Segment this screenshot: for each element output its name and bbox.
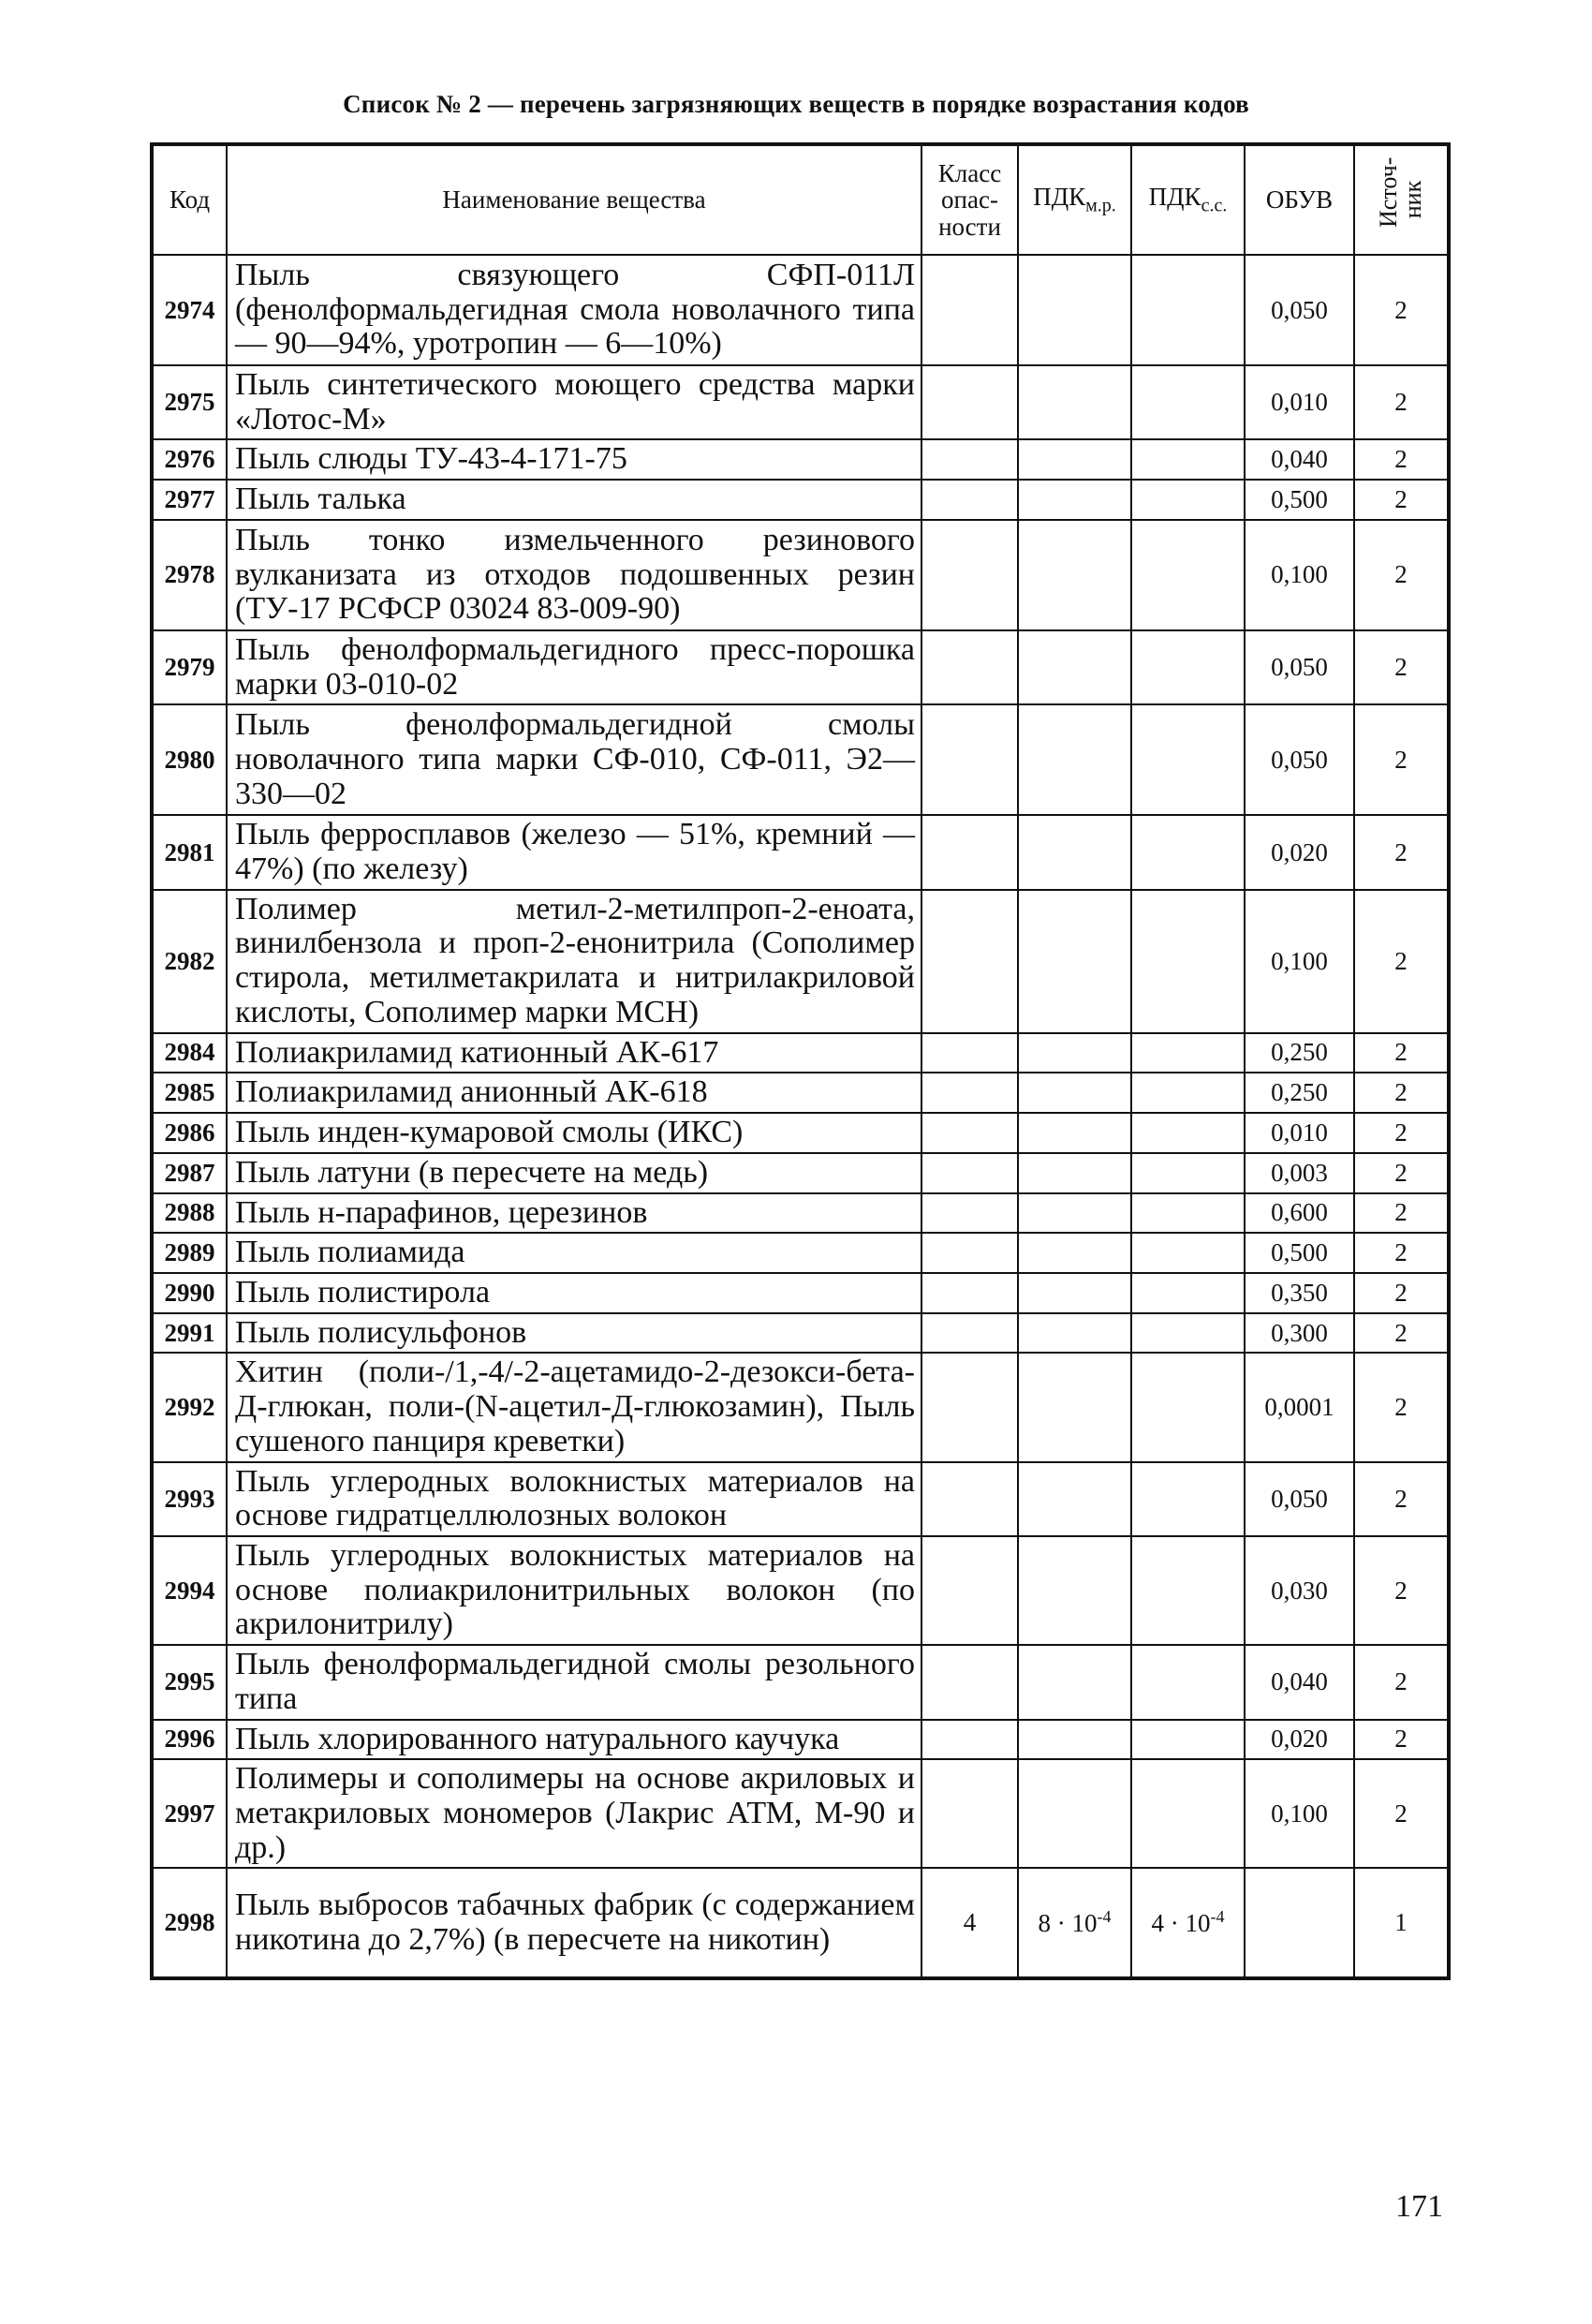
row-class [921, 1033, 1018, 1073]
row-pdk-ss-value: 4 · 10 [1151, 1909, 1211, 1938]
row-code: 2992 [152, 1353, 227, 1461]
header-pdk-ss-sub: с.с. [1201, 195, 1228, 216]
row-class [921, 1759, 1018, 1868]
row-obuv: 0,600 [1245, 1193, 1354, 1234]
row-pdk-mr [1018, 1462, 1131, 1536]
row-class [921, 1645, 1018, 1719]
row-code: 2977 [152, 480, 227, 520]
row-pdk-ss [1131, 1033, 1245, 1073]
row-class [921, 480, 1018, 520]
row-class [921, 1536, 1018, 1645]
row-pdk-ss [1131, 1193, 1245, 1234]
row-code: 2989 [152, 1233, 227, 1273]
row-name: Полиакриламид анионный АК-618 [227, 1073, 921, 1113]
row-obuv: 0,500 [1245, 480, 1354, 520]
row-code: 2984 [152, 1033, 227, 1073]
row-source: 2 [1354, 1153, 1449, 1193]
row-name: Пыль выбросов табачных фабрик (с содержанием никотина до 2,7%) (в пересчете на никотин) [227, 1868, 921, 1978]
row-obuv: 0,050 [1245, 255, 1354, 365]
row-obuv: 0,020 [1245, 1720, 1354, 1760]
row-source: 2 [1354, 1720, 1449, 1760]
table-row [152, 1536, 1449, 1645]
row-class [921, 1720, 1018, 1760]
row-pdk-mr [1018, 1033, 1131, 1073]
row-pdk-mr [1018, 1868, 1131, 1978]
header-pdk-mr [1018, 144, 1131, 255]
table-row [152, 1759, 1449, 1868]
row-code: 2985 [152, 1073, 227, 1113]
row-pdk-mr [1018, 1193, 1131, 1234]
table-header-row [152, 144, 1449, 255]
row-name: Пыль талька [227, 480, 921, 520]
row-pdk-mr [1018, 520, 1131, 630]
row-pdk-ss [1131, 1113, 1245, 1153]
row-code: 2980 [152, 704, 227, 815]
row-source: 2 [1354, 1033, 1449, 1073]
row-class [921, 255, 1018, 365]
row-pdk-ss [1131, 520, 1245, 630]
row-pdk-ss [1131, 704, 1245, 815]
row-obuv: 0,040 [1245, 1645, 1354, 1719]
row-obuv: 0,050 [1245, 1462, 1354, 1536]
row-code: 2996 [152, 1720, 227, 1760]
table-row [152, 520, 1449, 630]
table-row [152, 480, 1449, 520]
row-obuv: 0,040 [1245, 439, 1354, 480]
row-pdk-ss-exponent: -4 [1210, 1907, 1225, 1927]
row-pdk-ss [1131, 1273, 1245, 1313]
row-source: 2 [1354, 890, 1449, 1033]
row-name: Пыль полиамида [227, 1233, 921, 1273]
row-code: 2976 [152, 439, 227, 480]
header-class [921, 144, 1018, 255]
row-code: 2995 [152, 1645, 227, 1719]
row-obuv: 0,100 [1245, 890, 1354, 1033]
row-name: Пыль хлорированного натурального каучука [227, 1720, 921, 1760]
row-obuv: 0,050 [1245, 704, 1354, 815]
row-code: 2997 [152, 1759, 227, 1868]
row-obuv: 0,0001 [1245, 1353, 1354, 1461]
row-obuv: 0,350 [1245, 1273, 1354, 1313]
row-name: Пыль слюды ТУ-43-4-171-75 [227, 439, 921, 480]
header-pdk-mr-sub: м.р. [1085, 195, 1116, 216]
table-row [152, 890, 1449, 1033]
row-pdk-ss [1131, 255, 1245, 365]
row-name: Пыль синтетического моющего средства марки «Лотос-М» [227, 365, 921, 439]
row-name: Пыль н-парафинов, церезинов [227, 1193, 921, 1234]
row-pdk-mr [1018, 1759, 1131, 1868]
table-row [152, 1273, 1449, 1313]
row-source: 2 [1354, 1536, 1449, 1645]
row-source: 2 [1354, 815, 1449, 889]
row-pdk-ss [1131, 1645, 1245, 1719]
row-pdk-mr [1018, 1536, 1131, 1645]
row-class [921, 1113, 1018, 1153]
table-row [152, 1645, 1449, 1719]
table-row [152, 630, 1449, 704]
row-code: 2998 [152, 1868, 227, 1978]
row-pdk-mr [1018, 365, 1131, 439]
table-row [152, 704, 1449, 815]
table-row [152, 1033, 1449, 1073]
table-row [152, 1720, 1449, 1760]
row-name: Пыль ферросплавов (железо — 51%, кремний — 47%) (по железу) [227, 815, 921, 889]
row-code: 2988 [152, 1193, 227, 1234]
row-class [921, 1462, 1018, 1536]
row-source: 2 [1354, 1462, 1449, 1536]
table-row [152, 255, 1449, 365]
row-pdk-ss [1131, 439, 1245, 480]
row-pdk-mr [1018, 890, 1131, 1033]
row-class [921, 520, 1018, 630]
row-name: Пыль инден-кумаровой смолы (ИКС) [227, 1113, 921, 1153]
row-code: 2982 [152, 890, 227, 1033]
row-source: 2 [1354, 630, 1449, 704]
row-obuv: 0,500 [1245, 1233, 1354, 1273]
row-pdk-mr [1018, 704, 1131, 815]
row-code: 2986 [152, 1113, 227, 1153]
row-pdk-ss [1131, 1536, 1245, 1645]
row-name: Пыль латуни (в пересчете на медь) [227, 1153, 921, 1193]
row-obuv [1245, 1868, 1354, 1978]
row-class: 4 [921, 1868, 1018, 1978]
row-pdk-mr-exponent: -4 [1097, 1907, 1112, 1927]
table-row [152, 815, 1449, 889]
row-class [921, 1073, 1018, 1113]
row-pdk-ss [1131, 1153, 1245, 1193]
row-pdk-ss [1131, 1759, 1245, 1868]
row-source: 2 [1354, 1113, 1449, 1153]
row-class [921, 1233, 1018, 1273]
row-code: 2979 [152, 630, 227, 704]
row-pdk-mr [1018, 630, 1131, 704]
row-source: 2 [1354, 255, 1449, 365]
table-row [152, 1233, 1449, 1273]
row-name: Пыль полисульфонов [227, 1313, 921, 1354]
row-class [921, 704, 1018, 815]
header-pdk-ss [1131, 144, 1245, 255]
row-name: Полимеры и сополимеры на основе акриловых и метакриловых мономеров (Лакрис АТМ, М-90 и др.) [227, 1759, 921, 1868]
header-name: Наименование вещества [227, 144, 921, 255]
row-pdk-ss [1131, 1353, 1245, 1461]
table-row [152, 365, 1449, 439]
row-pdk-mr [1018, 480, 1131, 520]
row-class [921, 630, 1018, 704]
row-code: 2991 [152, 1313, 227, 1354]
row-name: Пыль фенолформальдегидной смолы резольного типа [227, 1645, 921, 1719]
row-obuv: 0,250 [1245, 1033, 1354, 1073]
row-pdk-ss [1131, 1313, 1245, 1354]
row-source: 2 [1354, 480, 1449, 520]
row-class [921, 1153, 1018, 1193]
row-obuv: 0,030 [1245, 1536, 1354, 1645]
row-code: 2994 [152, 1536, 227, 1645]
row-obuv: 0,010 [1245, 1113, 1354, 1153]
row-pdk-mr [1018, 1153, 1131, 1193]
row-name: Пыль тонко измельченного резинового вулканизата из отходов подошвенных резин (ТУ-17 РСФСР 03024 83-009-90) [227, 520, 921, 630]
row-class [921, 1353, 1018, 1461]
row-source: 2 [1354, 1353, 1449, 1461]
header-pdk-ss-main: ПДК [1148, 183, 1201, 212]
row-name: Хитин (поли-/1,-4/-2-ацетамидо-2-дезокси-бета-Д-глюкан, поли-(N-ацетил-Д-глюкозамин), Пыль сушеного панциря креветки) [227, 1353, 921, 1461]
row-obuv: 0,100 [1245, 520, 1354, 630]
header-obuv: ОБУВ [1245, 144, 1354, 255]
table-row [152, 1153, 1449, 1193]
row-pdk-mr [1018, 1313, 1131, 1354]
row-obuv: 0,250 [1245, 1073, 1354, 1113]
row-class [921, 1313, 1018, 1354]
row-pdk-ss [1131, 480, 1245, 520]
header-source [1354, 144, 1449, 255]
header-code: Код [152, 144, 227, 255]
table-row [152, 1073, 1449, 1113]
row-source: 2 [1354, 1233, 1449, 1273]
row-name: Пыль полистирола [227, 1273, 921, 1313]
row-pdk-ss [1131, 365, 1245, 439]
row-code: 2978 [152, 520, 227, 630]
substances-table [150, 142, 1451, 1980]
row-code: 2993 [152, 1462, 227, 1536]
row-class [921, 1193, 1018, 1234]
row-name: Пыль углеродных волокнистых материалов на основе гидратцеллюлозных волокон [227, 1462, 921, 1536]
page-title: Список № 2 — перечень загрязняющих веществ в порядке возрастания кодов [343, 90, 1249, 118]
row-pdk-mr [1018, 1233, 1131, 1273]
row-class [921, 365, 1018, 439]
row-obuv: 0,300 [1245, 1313, 1354, 1354]
row-source: 2 [1354, 1759, 1449, 1868]
row-name: Полимер метил-2-метилпроп-2-еноата, винилбензола и проп-2-енонитрила (Сополимер стирола, метилметакрилата и нитрилакриловой кислоты, Сополимер марки МСН) [227, 890, 921, 1033]
row-pdk-ss [1131, 1233, 1245, 1273]
table-row [152, 1353, 1449, 1461]
row-obuv: 0,100 [1245, 1759, 1354, 1868]
row-code: 2974 [152, 255, 227, 365]
row-code: 2987 [152, 1153, 227, 1193]
row-obuv: 0,020 [1245, 815, 1354, 889]
row-name: Пыль связующего СФП-011Л (фенолформальдегидная смола новолачного типа — 90—94%, уротропин — 6—10%) [227, 255, 921, 365]
row-name: Пыль углеродных волокнистых материалов на основе полиакрилонитрильных волокон (по акрилонитрилу) [227, 1536, 921, 1645]
row-pdk-ss [1131, 890, 1245, 1033]
row-pdk-ss [1131, 815, 1245, 889]
row-source: 2 [1354, 1193, 1449, 1234]
row-source: 2 [1354, 365, 1449, 439]
header-pdk-mr-main: ПДК [1033, 183, 1086, 212]
row-name: Пыль фенолформальдегидной смолы новолачного типа марки СФ-010, СФ-011, Э2—330—02 [227, 704, 921, 815]
row-source: 2 [1354, 1313, 1449, 1354]
row-code: 2975 [152, 365, 227, 439]
row-class [921, 1273, 1018, 1313]
table-row [152, 1113, 1449, 1153]
row-name: Полиакриламид катионный АК-617 [227, 1033, 921, 1073]
header-source-label: Источ- ник [1375, 156, 1426, 229]
header-class-label: Класс опас- ности [937, 158, 1002, 241]
table-row [152, 1868, 1449, 1978]
row-pdk-mr [1018, 255, 1131, 365]
table-row [152, 1193, 1449, 1234]
row-name: Пыль фенолформальдегидного пресс-порошка марки 03-010-02 [227, 630, 921, 704]
row-pdk-ss [1131, 1868, 1245, 1978]
row-code: 2990 [152, 1273, 227, 1313]
row-source: 2 [1354, 1273, 1449, 1313]
row-pdk-ss [1131, 1073, 1245, 1113]
table-row [152, 1462, 1449, 1536]
row-pdk-mr [1018, 1113, 1131, 1153]
row-pdk-mr [1018, 1073, 1131, 1113]
row-code: 2981 [152, 815, 227, 889]
table-body [152, 255, 1449, 1978]
row-obuv: 0,050 [1245, 630, 1354, 704]
row-source: 1 [1354, 1868, 1449, 1978]
row-pdk-mr [1018, 439, 1131, 480]
table-row [152, 1313, 1449, 1354]
row-source: 2 [1354, 520, 1449, 630]
row-class [921, 890, 1018, 1033]
row-pdk-mr [1018, 1720, 1131, 1760]
row-pdk-ss [1131, 1720, 1245, 1760]
row-class [921, 439, 1018, 480]
row-obuv: 0,010 [1245, 365, 1354, 439]
row-source: 2 [1354, 704, 1449, 815]
row-obuv: 0,003 [1245, 1153, 1354, 1193]
row-pdk-mr [1018, 1273, 1131, 1313]
row-pdk-mr [1018, 815, 1131, 889]
table-row [152, 439, 1449, 480]
row-source: 2 [1354, 1645, 1449, 1719]
row-pdk-ss [1131, 630, 1245, 704]
row-pdk-mr [1018, 1645, 1131, 1719]
page-number: 171 [1395, 2189, 1443, 2224]
row-pdk-ss [1131, 1462, 1245, 1536]
row-pdk-mr-value: 8 · 10 [1038, 1909, 1098, 1938]
row-class [921, 815, 1018, 889]
row-pdk-mr [1018, 1353, 1131, 1461]
row-source: 2 [1354, 439, 1449, 480]
row-source: 2 [1354, 1073, 1449, 1113]
